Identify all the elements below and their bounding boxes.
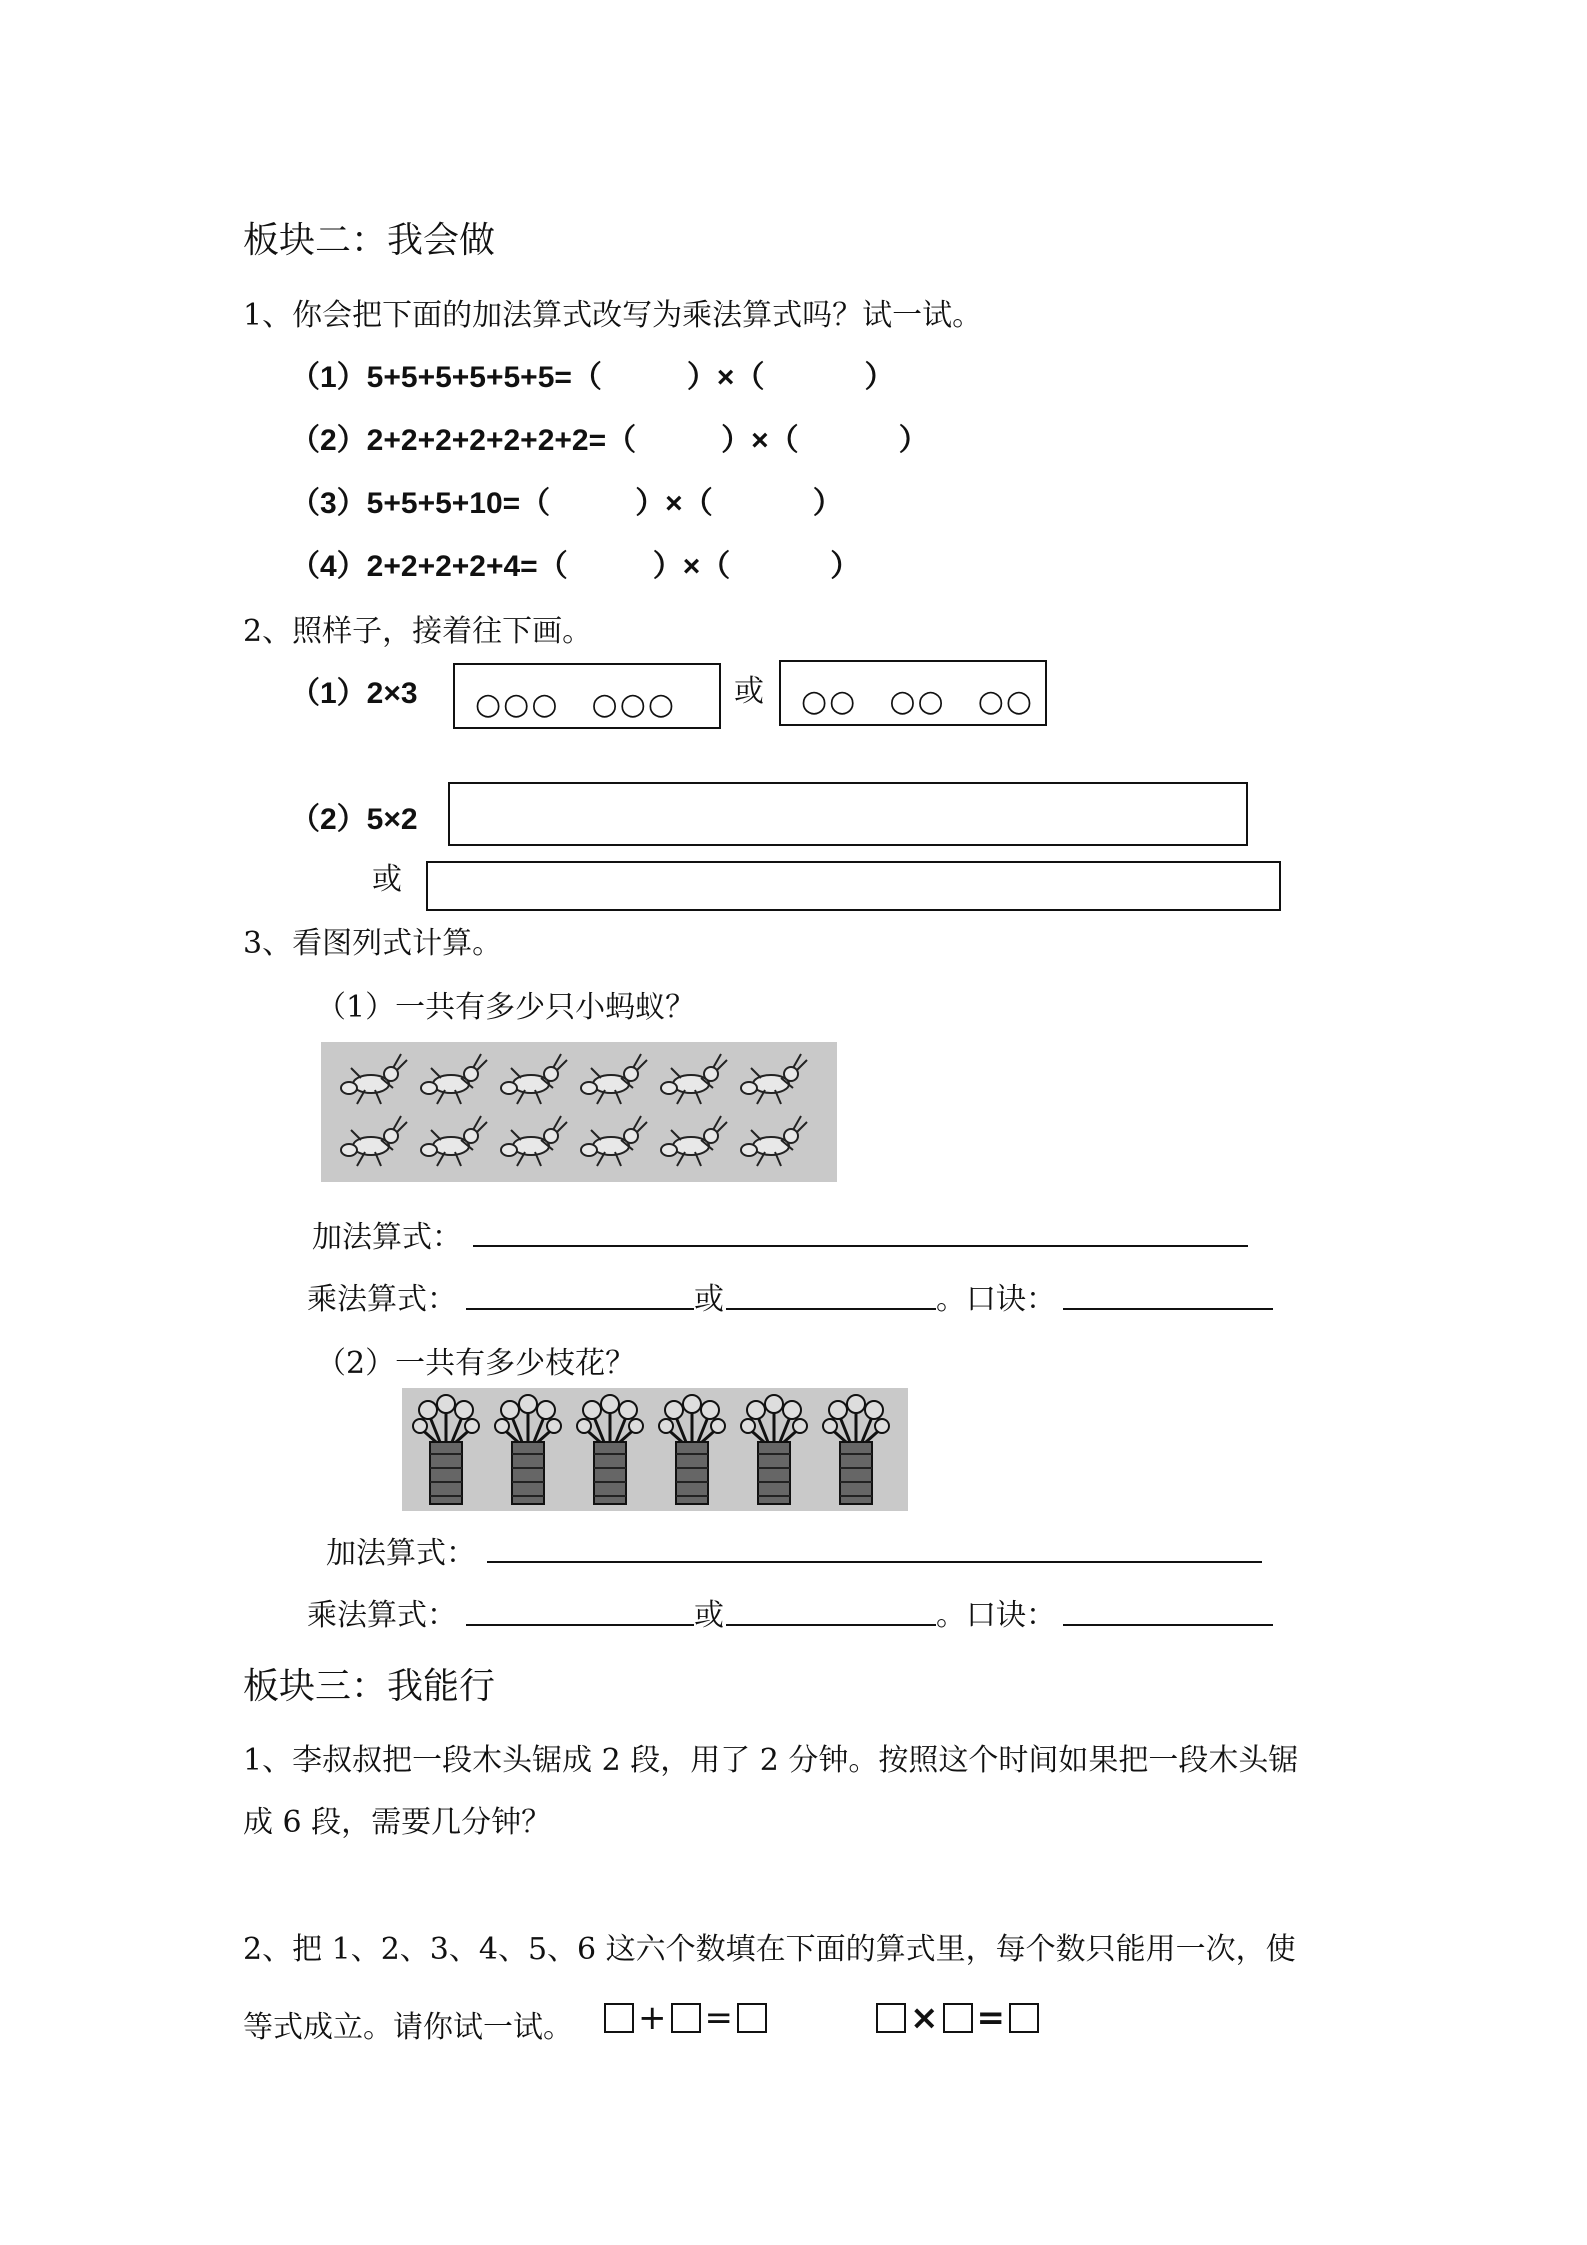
q2-item1-label: （1）2×3 — [290, 677, 418, 710]
answer-square[interactable] — [943, 2003, 973, 2033]
circle-groups: ○○○ ○○○ — [475, 687, 677, 722]
equals-sign: = — [976, 1998, 1005, 2038]
q2-or: 或 — [734, 674, 764, 709]
section2-title: 板块二：我会做 — [243, 220, 496, 261]
ants-image — [321, 1042, 837, 1182]
s3-q2-line2: 等式成立。请你试一试。 — [243, 2010, 573, 2045]
q1-item-1 — [290, 352, 894, 396]
q1-item-2-mid: ）×（ — [721, 424, 799, 457]
answer-square[interactable] — [737, 2003, 767, 2033]
plus-sign: + — [638, 1998, 667, 2038]
q3-p2-koujue: 。口诀： — [936, 1598, 1056, 1633]
q1-text: 1、你会把下面的加法算式改写为乘法算式吗？试一试。 — [243, 298, 983, 333]
p2-add-answer-line[interactable] — [487, 1561, 1262, 1563]
p2-mul-answer-line-2[interactable] — [726, 1624, 936, 1626]
section3-title: 板块三：我能行 — [243, 1666, 496, 1707]
draw-box-1[interactable] — [448, 782, 1248, 846]
example-box-2 — [779, 660, 1047, 726]
flowers-image — [402, 1388, 908, 1511]
times-sign: × — [910, 1998, 939, 2038]
q1-item-3-label: （3）5+5+5+10=（ — [290, 487, 551, 520]
q1-item-1-label: （1）5+5+5+5+5+5=（ — [290, 361, 602, 394]
addition-equation — [604, 1998, 767, 2038]
equals-sign: = — [704, 1998, 733, 2038]
q1-item-1-mid: ）×（ — [686, 361, 765, 394]
q3-p1-koujue: 。口诀： — [936, 1282, 1056, 1317]
q1-item-3-end: ） — [812, 487, 843, 520]
flower-baskets-icon — [402, 1388, 908, 1511]
q1-item-1-end: ） — [864, 361, 895, 394]
q3-p2-add-label: 加法算式： — [326, 1536, 476, 1571]
example-box-1 — [453, 663, 721, 729]
q3-p2-or: 或 — [694, 1598, 724, 1633]
q1-item-2-label: （2）2+2+2+2+2+2+2=（ — [290, 424, 637, 457]
multiplication-equation — [876, 1998, 1039, 2038]
q1-item-4-mid: ）×（ — [652, 550, 731, 583]
q2-item2-label: （2）5×2 — [290, 803, 418, 836]
q3-p1-label: （1）一共有多少只小蚂蚁？ — [316, 990, 696, 1025]
q1-item-4 — [290, 541, 860, 585]
p1-add-answer-line[interactable] — [473, 1245, 1248, 1247]
s3-q1-line2: 成 6 段，需要几分钟？ — [243, 1805, 552, 1840]
p1-koujue-answer-line[interactable] — [1063, 1308, 1273, 1310]
q3-p1-mul-label: 乘法算式： — [307, 1282, 457, 1317]
answer-square[interactable] — [876, 2003, 906, 2033]
p1-mul-answer-line-2[interactable] — [726, 1308, 936, 1310]
draw-box-2[interactable] — [426, 861, 1281, 911]
answer-square[interactable] — [1009, 2003, 1039, 2033]
s3-q2-line1: 2、把 1、2、3、4、5、6 这六个数填在下面的算式里，每个数只能用一次，使 — [243, 1932, 1296, 1967]
p2-mul-answer-line-1[interactable] — [466, 1624, 694, 1626]
q1-item-2-end: ） — [898, 424, 929, 457]
q2-text: 2、照样子，接着往下画。 — [243, 614, 593, 649]
answer-square[interactable] — [604, 2003, 634, 2033]
ants-icon — [321, 1042, 837, 1182]
q1-item-3 — [290, 478, 843, 522]
q3-p2-mul-label: 乘法算式： — [307, 1598, 457, 1633]
q3-p1-add-label: 加法算式： — [312, 1220, 462, 1255]
q3-p1-or: 或 — [694, 1282, 724, 1317]
q3-p2-label: （2）一共有多少枝花？ — [316, 1346, 636, 1381]
q1-item-2 — [290, 415, 929, 459]
q3-text: 3、看图列式计算。 — [243, 926, 503, 961]
s3-q1-line1: 1、李叔叔把一段木头锯成 2 段，用了 2 分钟。按照这个时间如果把一段木头锯 — [243, 1743, 1299, 1778]
q1-item-4-end: ） — [830, 550, 861, 583]
q1-item-4-label: （4）2+2+2+2+4=（ — [290, 550, 568, 583]
p1-mul-answer-line-1[interactable] — [466, 1308, 694, 1310]
q1-item-3-mid: ）×（ — [635, 487, 713, 520]
circle-groups: ○○ ○○ ○○ — [801, 684, 1035, 719]
q2-or2: 或 — [372, 862, 402, 897]
p2-koujue-answer-line[interactable] — [1063, 1624, 1273, 1626]
answer-square[interactable] — [671, 2003, 701, 2033]
